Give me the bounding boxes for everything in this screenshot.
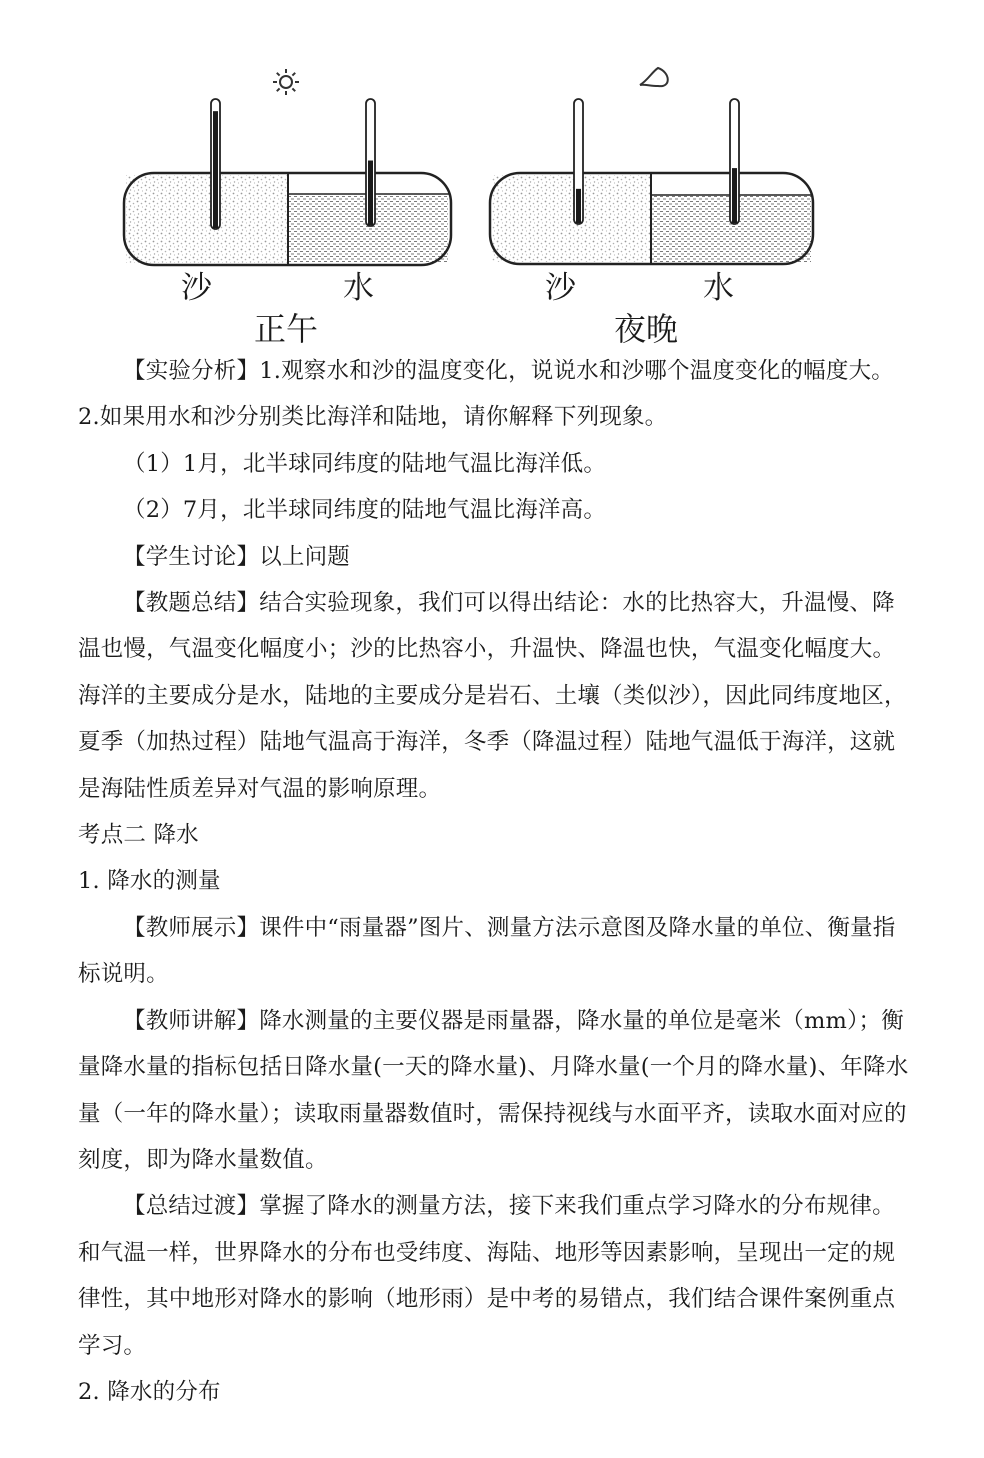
thermometer-noon-sand [211, 99, 220, 229]
night-panel [490, 68, 813, 348]
noon-panel [124, 69, 451, 348]
night-caption: 夜晚 [614, 310, 679, 348]
lesson-text [78, 348, 910, 1415]
subheading-measurement: 1. 降水的测量 [78, 868, 221, 895]
thermometer-noon-water [366, 99, 375, 226]
thermometer-night-sand [574, 99, 583, 224]
paragraph-student-discussion: 【学生讨论】以上问题 [123, 543, 351, 570]
thermometer-night-water [730, 99, 739, 224]
paragraph-teacher-show: 【教师展示】课件中“雨量器”图片、测量方法示意图及降水量的单位、衡量指标说明。 [78, 914, 896, 988]
subheading-distribution: 2. 降水的分布 [78, 1378, 221, 1405]
paragraph-summary: 【教题总结】结合实验现象，我们可以得出结论：水的比热容大，升温慢、降温也慢，气温变化幅度小；沙的比热容小，升温快、降温也快，气温变化幅度大。海洋的主要成分是水，陆地的主要成分是岩石、土壤（类似沙），因此同纬度地区，夏季（加热过程）陆地气温高于海洋，冬季（降温过程）陆地气温低于海洋，这就是海陆性质差异对气温的影响原理。 [78, 590, 907, 802]
paragraph-experiment-analysis: 【实验分析】1.观察水和沙的温度变化，说说水和沙哪个温度变化的幅度大。 [123, 358, 894, 384]
paragraph-transition: 【总结过渡】掌握了降水的测量方法，接下来我们重点学习降水的分布规律。和气温一样，世界降水的分布也受纬度、海陆、地形等因素影响，呈现出一定的规律性，其中地形对降水的影响（地形雨）是中考的易错点，我们结合课件案例重点学习。 [78, 1193, 896, 1359]
sand-area [492, 175, 651, 262]
paragraph-phenomenon-1: （1）1月，北半球同纬度的陆地气温比海洋低。 [123, 450, 607, 477]
night-sand-label: 沙 [545, 270, 576, 306]
paragraph-phenomenon-2: （2）7月，北半球同纬度的陆地气温比海洋高。 [123, 497, 607, 524]
crescent-moon-icon [640, 68, 668, 86]
sand-area [126, 175, 288, 263]
sun-icon [273, 69, 299, 95]
experiment-figure [0, 0, 984, 352]
noon-caption: 正午 [254, 310, 319, 348]
paragraph-teacher-explain: 【教师讲解】降水测量的主要仪器是雨量器，降水量的单位是毫米（mm）；衡量降水量的指标包括日降水量(一天的降水量)、月降水量(一个月的降水量)、年降水量（一年的降水量）；读取雨量器数值时，需保持视线与水面平齐，读取水面对应的刻度，即为降水量数值。 [78, 1007, 909, 1173]
night-water-label: 水 [703, 270, 734, 306]
noon-water-label: 水 [343, 270, 374, 306]
paragraph-question-2: 2.如果用水和沙分别类比海洋和陆地，请你解释下列现象。 [78, 404, 668, 431]
noon-sand-label: 沙 [181, 270, 212, 306]
section-heading-precipitation: 考点二 降水 [78, 822, 199, 849]
